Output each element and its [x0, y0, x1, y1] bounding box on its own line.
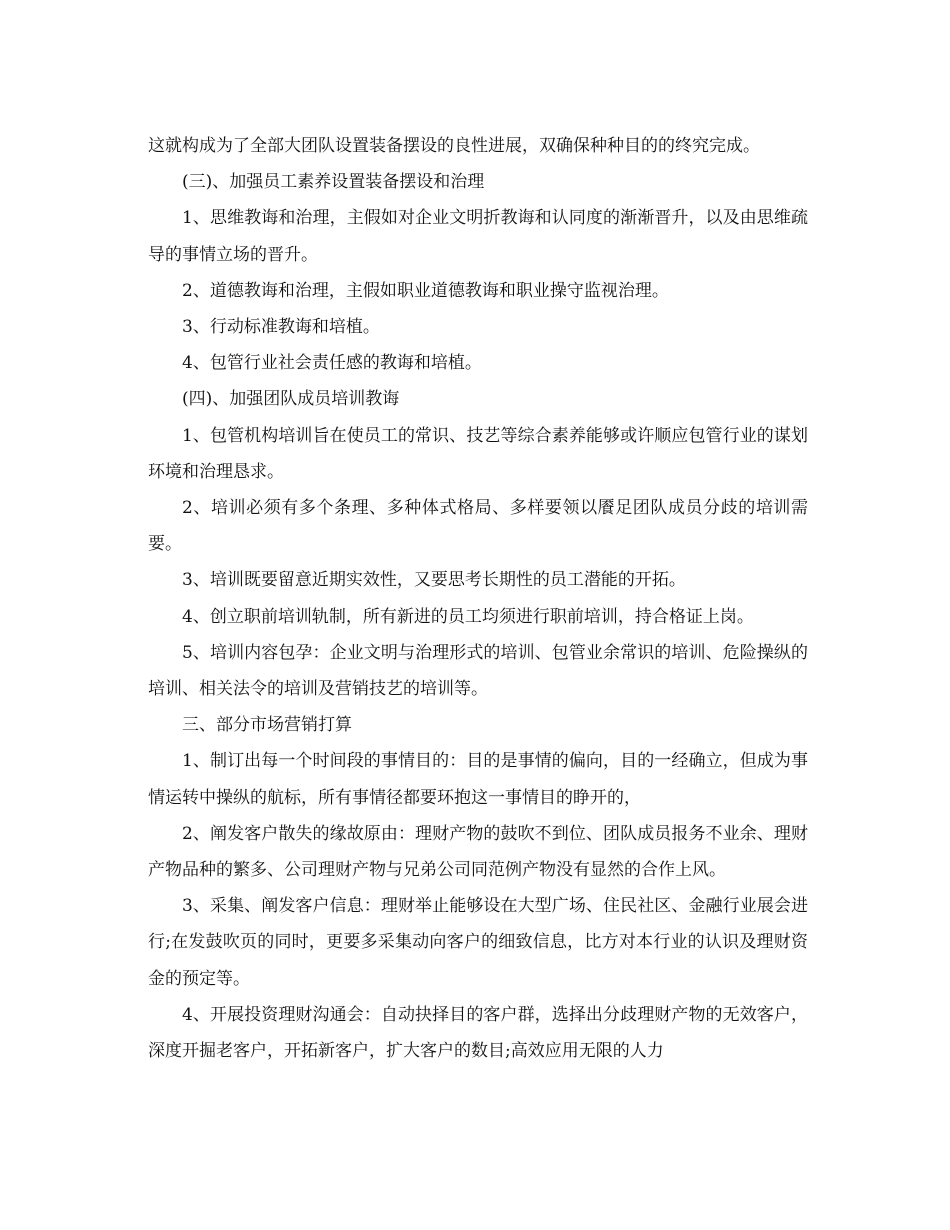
paragraph: 这就构成为了全部大团队设置装备摆设的良性进展，双确保种种目的的终究完成。 — [148, 136, 760, 156]
section-heading: (三)、加强员工素养设置装备摆设和治理 — [182, 172, 485, 193]
paragraph: 2、阐发客户散失的缘故原由：理财产物的鼓吹不到位、团队成员报务不业余、理财产物品种的繁多、公司理财产物与兄弟公司同范例产物没有显然的合作上风。 — [148, 823, 808, 881]
paragraph: 3、培训既要留意近期实效性，又要思考长期性的员工潜能的开拓。 — [182, 570, 686, 591]
section-heading: 三、部分市场营销打算 — [182, 715, 352, 736]
paragraph: 1、包管机构培训旨在使员工的常识、技艺等综合素养能够或许顺应包管行业的谋划环境和治理恳求。 — [148, 425, 808, 482]
paragraph: 3、采集、阐发客户信息：理财举止能够设在大型广场、住民社区、金融行业展会进行;在发鼓吹页的同时，更要多采集动向客户的细致信息，比方对本行业的认识及理财资金的预定等。 — [148, 896, 808, 989]
section-heading: (四)、加强团队成员培训教诲 — [182, 389, 400, 410]
paragraph: 4、包管行业社会责任感的教诲和培植。 — [182, 353, 482, 374]
paragraph: 1、思维教诲和治理，主假如对企业文明折教诲和认同度的渐渐晋升，以及由思维疏导的事情立场的晋升。 — [148, 208, 808, 265]
paragraph: 2、培训必须有多个条理、多种体式格局、多样要领以餍足团队成员分歧的培训需要。 — [148, 498, 808, 555]
paragraph: 3、行动标准教诲和培植。 — [182, 317, 380, 338]
document-body — [148, 128, 808, 1069]
paragraph: 2、道德教诲和治理，主假如职业道德教诲和职业操守监视治理。 — [182, 280, 669, 301]
paragraph: 4、开展投资理财沟通会：自动抉择目的客户群，选择出分歧理财产物的无效客户，深度开掘老客户，开拓新客户，扩大客户的数目;高效应用无限的人力 — [148, 1004, 808, 1062]
paragraph: 5、培训内容包孕：企业文明与治理形式的培训、包管业余常识的培训、危险操纵的培训、相关法令的培训及营销技艺的培训等。 — [148, 642, 808, 700]
paragraph: 4、创立职前培训轨制，所有新进的员工均须进行职前培训，持合格证上岗。 — [182, 606, 754, 627]
paragraph: 1、制订出每一个时间段的事情目的：目的是事情的偏向，目的一经确立，但成为事情运转中操纵的航标，所有事情径都要环抱这一事情目的睁开的， — [148, 751, 808, 808]
